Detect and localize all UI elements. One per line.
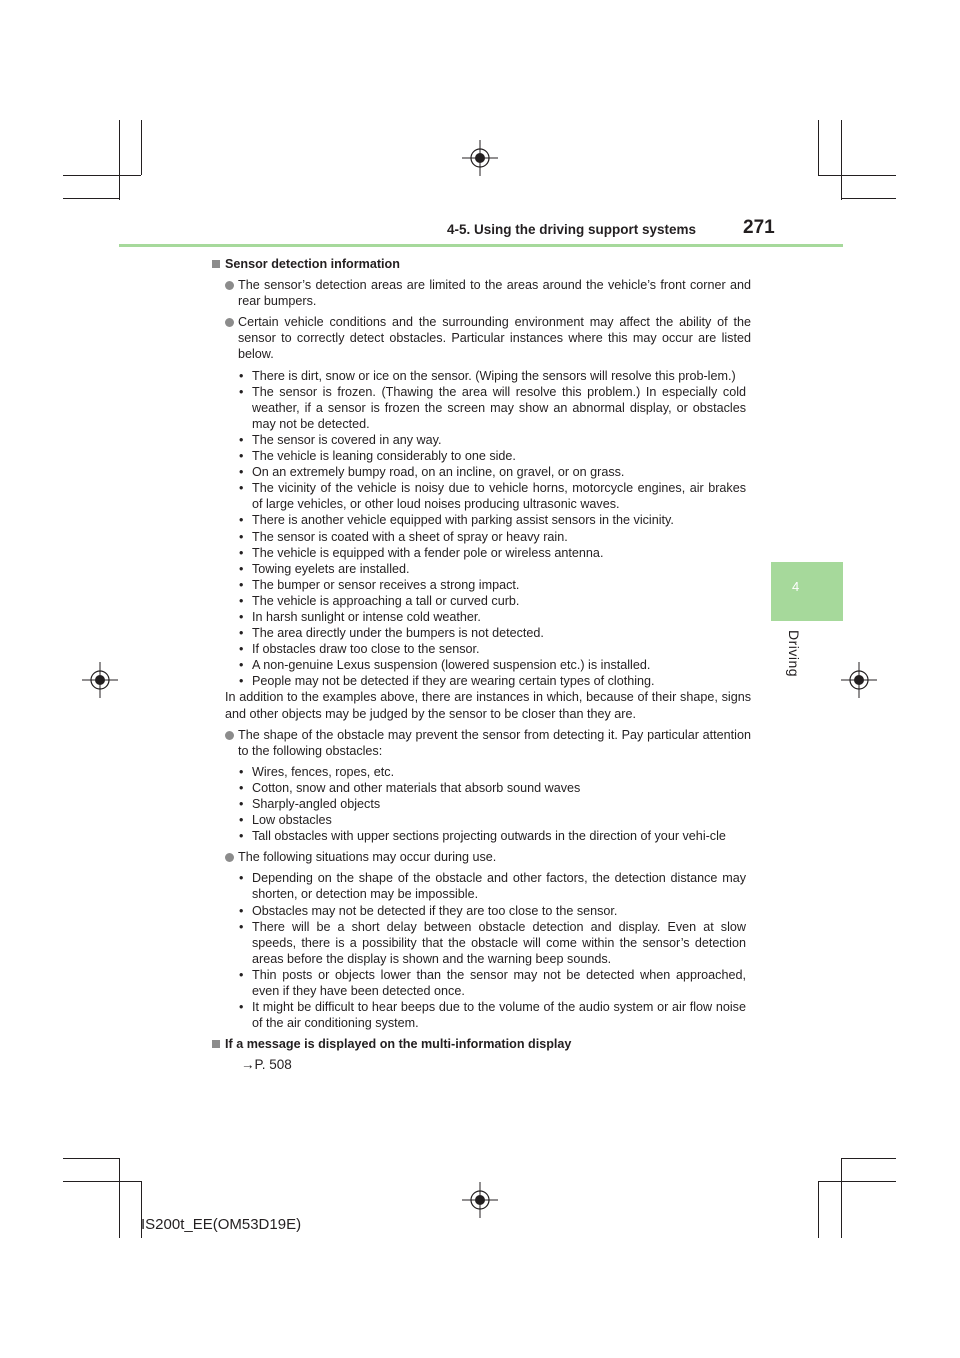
sub-list-item: • If obstacles draw too close to the sensor.: [252, 641, 746, 657]
manual-code: IS200t_EE(OM53D19E): [141, 1216, 302, 1233]
round-bullet-icon: [225, 853, 234, 862]
crop-mark: [63, 198, 119, 199]
sub-list-item: • Obstacles may not be detected if they are too close to the sensor.: [252, 903, 746, 919]
chapter-tab: [771, 562, 843, 621]
square-bullet-icon: [212, 260, 220, 268]
registration-mark-icon: [841, 662, 877, 698]
crop-mark: [818, 1181, 896, 1182]
crop-mark: [63, 1181, 141, 1182]
registration-mark-icon: [82, 662, 118, 698]
sub-list-item: • The sensor is frozen. (Thawing the area will resolve this problem.) In especially cold weather, if a sensor is frozen the screen may show an abnormal display, or obstacles may not be detected.: [252, 384, 746, 432]
list-item: Certain vehicle conditions and the surrounding environment may affect the ability of the sensor to correctly detect obstacles. Particular instances where this may occur are listed below.: [211, 314, 751, 362]
chapter-number: 4: [792, 579, 800, 594]
round-bullet-icon: [225, 731, 234, 740]
sub-list-item: • Thin posts or objects lower than the sensor may not be detected when approached, even if they have been detected once.: [252, 967, 746, 999]
page-content: [211, 256, 751, 1074]
sub-list-item: • Depending on the shape of the obstacle and other factors, the detection distance may shorten, or detection may be impossible.: [252, 870, 746, 902]
square-bullet-icon: [212, 1040, 220, 1048]
sub-list-item: • Low obstacles: [252, 812, 746, 828]
sub-list-item: • The vicinity of the vehicle is noisy due to vehicle horns, motorcycle engines, air brakes of large vehicles, or other loud noises producing ultrasonic waves.: [252, 480, 746, 512]
sub-list-item: • The sensor is covered in any way.: [252, 432, 746, 448]
sub-list-item: • The bumper or sensor receives a strong impact.: [252, 577, 746, 593]
page-reference-link[interactable]: →P. 508: [241, 1057, 292, 1073]
crop-mark: [841, 120, 842, 200]
paragraph: In addition to the examples above, there are instances in which, because of their shape, signs and other objects may be judged by the sensor to be closer than they are.: [225, 690, 751, 721]
sub-list-item: • Wires, fences, ropes, etc.: [252, 764, 746, 780]
sub-list-item: • People may not be detected if they are wearing certain types of clothing.: [252, 673, 746, 689]
crop-mark: [818, 175, 896, 176]
crop-mark: [818, 1181, 819, 1238]
sub-list-item: • Cotton, snow and other materials that absorb sound waves: [252, 780, 746, 796]
crop-mark: [841, 198, 896, 199]
sub-list-item: • A non-genuine Lexus suspension (lowered suspension etc.) is installed.: [252, 657, 746, 673]
sub-list-item: • The area directly under the bumpers is not detected.: [252, 625, 746, 641]
sub-list: [211, 764, 751, 844]
sub-list-item: • The sensor is coated with a sheet of spray or heavy rain.: [252, 529, 746, 545]
list-item: The following situations may occur during use.: [211, 849, 751, 865]
sub-list-item: • It might be difficult to hear beeps due to the volume of the audio system or air flow noise of the air conditioning system.: [252, 999, 746, 1031]
crop-mark: [63, 1158, 119, 1159]
sub-list-item: • Towing eyelets are installed.: [252, 561, 746, 577]
round-bullet-icon: [225, 318, 234, 327]
sub-list-item: • The vehicle is equipped with a fender pole or wireless antenna.: [252, 545, 746, 561]
chapter-label: Driving: [786, 630, 802, 678]
sub-list-item: • On an extremely bumpy road, on an incline, on gravel, or on grass.: [252, 464, 746, 480]
sub-list-item: • There is dirt, snow or ice on the sensor. (Wiping the sensors will resolve this prob-lem.): [252, 368, 746, 384]
sub-list-item: • The vehicle is approaching a tall or curved curb.: [252, 593, 746, 609]
sub-list-item: • There is another vehicle equipped with parking assist sensors in the vicinity.: [252, 512, 746, 528]
sub-list-item: • Tall obstacles with upper sections projecting outwards in the direction of your vehi-cle: [252, 828, 746, 844]
registration-mark-icon: [462, 1182, 498, 1218]
registration-mark-icon: [462, 140, 498, 176]
sub-list-item: • The vehicle is leaning considerably to one side.: [252, 448, 746, 464]
list-item: The shape of the obstacle may prevent the sensor from detecting it. Pay particular attention to the following obstacles:: [211, 727, 751, 759]
section-heading: Sensor detection information: [211, 256, 751, 272]
crop-mark: [63, 175, 141, 176]
sub-list-item: • There will be a short delay between obstacle detection and display. Even at slow speeds, there is a possibility that the obstacle will come within the sensor’s detection areas before the display is shown and the warning beep sounds.: [252, 919, 746, 967]
round-bullet-icon: [225, 281, 234, 290]
sub-list-item: • In harsh sunlight or intense cold weather.: [252, 609, 746, 625]
crop-mark: [841, 1158, 842, 1238]
sub-list-item: • Sharply-angled objects: [252, 796, 746, 812]
sub-list: [211, 870, 751, 1031]
header-rule: [119, 244, 843, 247]
crop-mark: [141, 120, 142, 175]
crop-mark: [119, 120, 120, 200]
crop-mark: [818, 120, 819, 175]
sub-list: [211, 368, 751, 690]
crop-mark: [119, 1158, 120, 1238]
section-title: 4-5. Using the driving support systems: [447, 222, 697, 237]
crop-mark: [841, 1158, 896, 1159]
section-heading: If a message is displayed on the multi-information display: [211, 1036, 751, 1052]
list-item: The sensor’s detection areas are limited to the areas around the vehicle’s front corner and rear bumpers.: [211, 277, 751, 309]
page-number: 271: [743, 217, 775, 238]
